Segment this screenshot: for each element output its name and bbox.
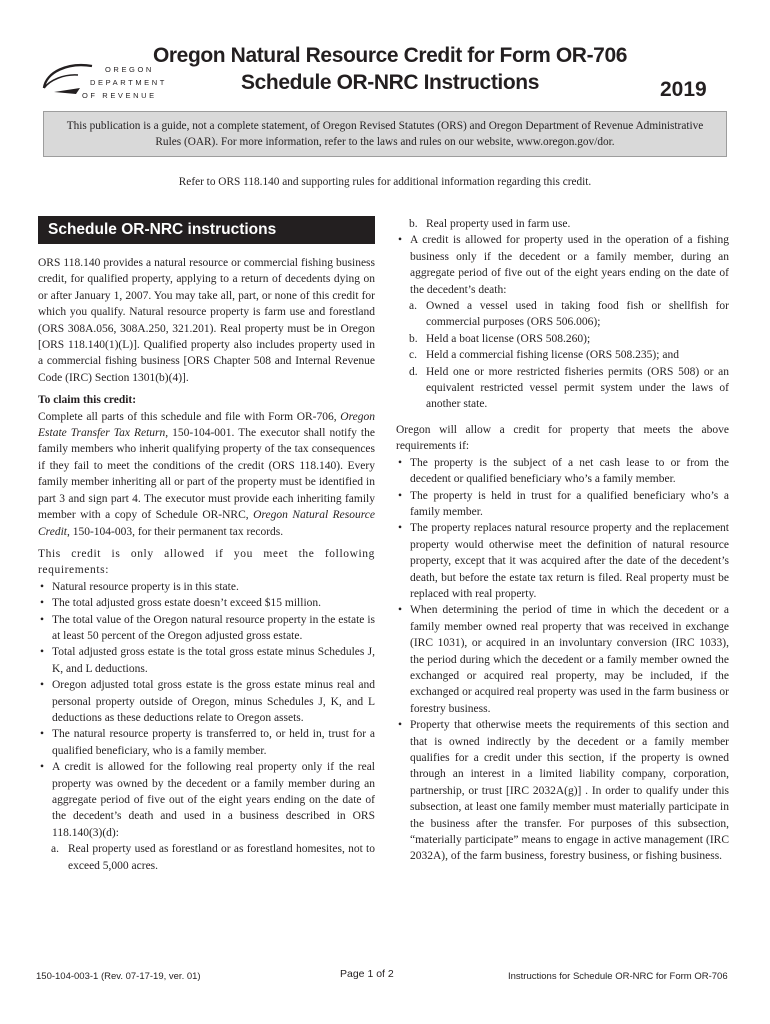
list-item: • Natural resource property is in this state. [38,579,375,595]
reference-note: Refer to ORS 118.140 and supporting rules for additional information regarding this credit. [178,176,592,188]
sub-item-label: d. [409,365,418,378]
disclaimer-notice: This publication is a guide, not a complete statement, of Oregon Revised Statutes (ORS) and Oregon Department of Revenue Administrative Rules (OAR). For more information, refer to the laws and rules on our website, www.oregon.gov/dor. [43,111,727,157]
sub-list-item [396,216,729,232]
logo-line-2: DEPARTMENT [90,78,167,87]
page-title-line-2: Schedule OR-NRC Instructions [241,71,539,94]
list-item: • A credit is allowed for property used in the operation of a fishing business only if the decedent or a family member, during an aggregate period of five out of the eight years ending on the date of the decedent’s death: [396,232,729,298]
sub-item-label: a. [51,843,59,856]
logo-line-3: OF REVENUE [82,91,157,100]
claim-paragraph [38,409,375,540]
sub-list-item [396,364,729,413]
sub-list-item [396,331,729,347]
form-title-ref: Oregon Estate Transfer Tax Return [38,410,375,440]
list-item: • The total adjusted gross estate doesn’t exceed $15 million. [38,595,375,611]
list-item: • Total adjusted gross estate is the total gross estate minus Schedules J, K, and L deductions. [38,644,375,677]
page-number: Page 1 of 2 [340,968,394,980]
document-title: Instructions for Schedule OR-NRC for Form OR-706 [508,971,728,982]
intro-paragraph: ORS 118.140 provides a natural resource or commercial fishing business credit, for qualified property, applying to a return of decedents dying on or after January 1, 2007. You may take all, part, or none of this credit for which you qualify. Natural resource property is farm use and forestland (ORS 308A.056, 308A.250, 321.201). Real property must be in Oregon [ORS 118.140(1)(L)]. Qualified property also includes property used in a commercial fishing business [ORS Chapter 508 and Internal Revenue Code (IRC) Section 1301(b)(4)]. [38,257,375,384]
sub-item-text: Real property used as forestland or as forestland homesites, not to exceed 5,000 acres. [68,843,375,872]
claim-text-3: , 150-104-003, for their permanent tax records. [66,525,284,538]
logo-line-1: OREGON [105,65,154,74]
section-heading: Schedule OR-NRC instructions [38,216,375,244]
claim-text-1: Complete all parts of this schedule and file with Form OR-706, [38,410,341,423]
list-item: • The property is the subject of a net cash lease to or from the decedent or qualified beneficiary who’s a family member. [396,455,729,488]
form-id: 150-104-003-1 (Rev. 07-17-19, ver. 01) [36,971,201,982]
sub-list-item [396,298,729,331]
list-item: • The property replaces natural resource property and the replacement property would otherwise meet the definition of natural resource property, except that it was acquired after the date of the decedent’s death, but before the estate tax return is filed. Real property must be replaced with real property. [396,520,729,602]
list-item: • The natural resource property is transferred to, or held in, trust for a qualified beneficiary, who is a family member. [38,726,375,759]
list-item: • Oregon adjusted total gross estate is the gross estate minus real and personal property outside of Oregon, minus Schedules J, K, and L deductions as these deductions relate to Oregon assets. [38,677,375,726]
sub-list-item [396,347,729,363]
oregon-allow-paragraph: Oregon will allow a credit for property that meets the above requirements if: [396,423,729,453]
sub-item-text: Owned a vessel used in taking food fish or shellfish for commercial purposes (ORS 506.006); [426,300,729,329]
page-title-line-1: Oregon Natural Resource Credit for Form OR-706 [152,44,628,67]
list-item: • When determining the period of time in which the decedent or a family member owned real property that was received in exchange (IRC 1031), or acquired in an involuntary conversion (IRC 1033), the period during which the decedent or a family member owned the exchanged or acquired real property, may be included, if the exchanged or acquired real property was used in the farm business or forestry business. [396,602,729,717]
list-item: • Property that otherwise meets the requirements of this section and that is owned indirectly by the decedent or a family member qualifies for a credit under this section, if the property is owned through an interest in a limited liability company, corporation, partnership, or trust [IRC 2032A(g)] . In order to qualify under this subsection, at least one family member must materially participate in the business after the transfer. For purposes of this subsection, “materially participate” means to engage in active management (IRC 2032A), of the farm business, forestry business, or fishing business. [396,717,729,865]
sub-item-label: b. [409,332,418,345]
claim-text-2: , 150-104-001. The executor shall notify the family members who inherit qualifying property of the tax consequences if they fail to meet the conditions of the credit (ORS 118.140). Every family member inheriting all or part of the property must be identified in part 3 and sign part 4. The executor must provide each inheriting family member with a copy of Schedule OR-NRC, [38,427,375,522]
sub-item-text: Held one or more restricted fisheries permits (ORS 508) or an equivalent restricted vessel permit system under the laws of another state. [426,365,729,411]
requirements-intro: This credit is only allowed if you meet the following requirements: [38,547,375,577]
list-item: • The total value of the Oregon natural resource property in the estate is at least 50 percent of the Oregon adjusted gross estate. [38,612,375,645]
right-column [396,216,729,865]
sub-item-text: Held a boat license (ORS 508.260); [426,332,591,345]
sub-list-item [38,841,375,874]
claim-heading: To claim this credit: [38,394,137,407]
left-column [38,216,375,874]
tax-year: 2019 [660,78,707,101]
list-item: • The property is held in trust for a qualified beneficiary who’s a family member. [396,488,729,521]
sub-item-text: Held a commercial fishing license (ORS 508.235); and [426,349,679,362]
sub-item-text: Real property used in farm use. [426,218,571,230]
sub-item-label: c. [409,349,417,362]
list-item: • A credit is allowed for the following real property only if the real property was owned by the decedent or a family member during an aggregate period of five out of the eight years ending on the date of the decedent’s death and used in a business described in ORS 118.140(3)(d): [38,759,375,841]
sub-item-label: a. [409,300,417,313]
sub-item-label: b. [409,218,418,230]
schedule-title-ref: Oregon Natural Resource Credit [38,509,375,538]
